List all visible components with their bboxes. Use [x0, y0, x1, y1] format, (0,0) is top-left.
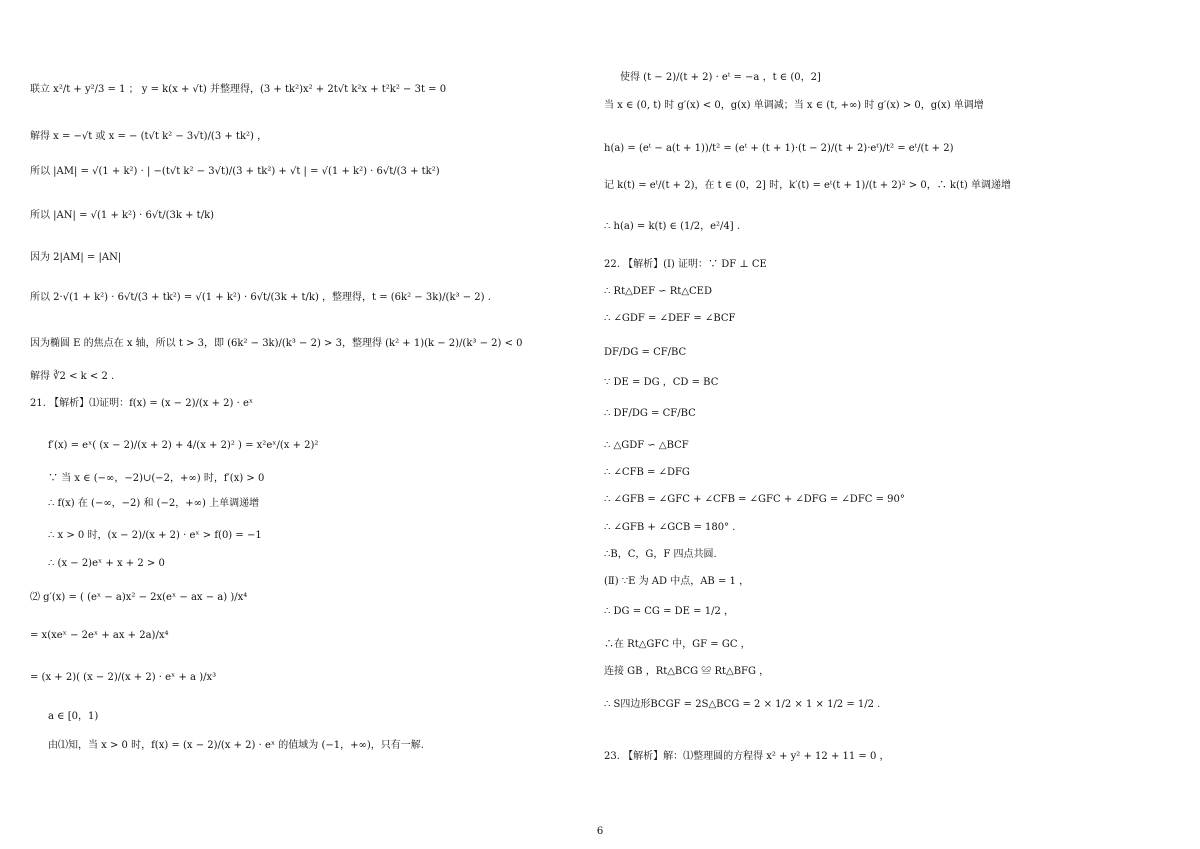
right-line-19: ∴在 Rt△GFC 中，GF = GC ， [604, 639, 751, 650]
right-line-16: ∴B，C，G，F 四点共圆. [604, 549, 717, 560]
right-line-17: (Ⅱ) ∵E 为 AD 中点，AB = 1 ， [604, 576, 750, 587]
left-line-6: 所以 2·√(1 + k²) · 6√t/(3 + tk²) = √(1 + k²) · 6√t/(3k + t/k) ，整理得，t = (6k² − 3k)/(k³ − 2) . [30, 292, 491, 303]
right-line-11: ∴ DF/DG = CF/BC [604, 408, 696, 419]
right-line-10: ∵ DE = DG ，CD = BC [604, 377, 719, 388]
left-line-4: 所以 |AN| = √(1 + k²) · 6√t/(3k + t/k) [30, 210, 215, 221]
left-line-3: 所以 |AM| = √(1 + k²) · | −(t√t k² − 3√t)/(3 + tk²) + √t | = √(1 + k²) · 6√t/(3 + tk²) [30, 166, 440, 177]
left-line-10: f′(x) = eˣ( (x − 2)/(x + 2) + 4/(x + 2)² ) = x²eˣ/(x + 2)² [48, 440, 319, 451]
right-line-13: ∴ ∠CFB = ∠DFG [604, 467, 690, 478]
right-line-18: ∴ DG = CG = DE = 1/2 ， [604, 606, 734, 617]
right-line-7: ∴ Rt△DEF ∽ Rt△CED [604, 286, 712, 297]
left-line-1: 联立 x²/t + y²/3 = 1 ； y = k(x + √t) 并整理得，(3 + tk²)x² + 2t√t k²x + t²k² − 3t = 0 [30, 84, 447, 95]
left-line-15: ⑵ g′(x) = ( (eˣ − a)x² − 2x(eˣ − ax − a) )/x⁴ [30, 592, 248, 603]
right-line-1: 使得 (t − 2)/(t + 2) · eᵗ = −a ，t ∈ (0，2] [620, 72, 821, 83]
page-number: 6 [596, 826, 604, 837]
right-line-2: 当 x ∈ (0, t) 时 g′(x) < 0，g(x) 单调减；当 x ∈ (t, +∞) 时 g′(x) > 0，g(x) 单调增 [604, 100, 984, 111]
left-line-5: 因为 2|AM| = |AN| [30, 252, 122, 263]
left-line-8: 解得 ∛2 < k < 2 . [30, 371, 115, 382]
left-line-17: = (x + 2)( (x − 2)/(x + 2) · eˣ + a )/x³ [30, 672, 217, 683]
right-line-4: 记 k(t) = eᵗ/(t + 2)，在 t ∈ (0，2] 时，k′(t) = eᵗ(t + 1)/(t + 2)² > 0，∴ k(t) 单调递增 [604, 180, 1011, 191]
right-line-12: ∴ △GDF ∽ △BCF [604, 440, 689, 451]
right-line-6: 22. 【解析】(Ⅰ) 证明：∵ DF ⊥ CE [604, 259, 767, 270]
right-line-8: ∴ ∠GDF = ∠DEF = ∠BCF [604, 313, 736, 324]
right-line-3: h(a) = (eᵗ − a(t + 1))/t² = (eᵗ + (t + 1)·(t − 2)/(t + 2)·eᵗ)/t² = eᵗ/(t + 2) [604, 143, 954, 154]
left-line-9: 21. 【解析】⑴证明：f(x) = (x − 2)/(x + 2) · eˣ [30, 398, 254, 409]
left-line-11: ∵ 当 x ∈ (−∞，−2)∪(−2，+∞) 时，f′(x) > 0 [48, 473, 265, 484]
right-line-5: ∴ h(a) = k(t) ∈ (1/2，e²/4] . [604, 221, 741, 232]
right-line-22: 23. 【解析】解：⑴整理圆的方程得 x² + y² + 12 + 11 = 0 ， [604, 751, 890, 762]
right-line-20: 连接 GB ，Rt△BCG ≌ Rt△BFG ， [604, 666, 770, 677]
right-line-15: ∴ ∠GFB + ∠GCB = 180° . [604, 522, 736, 533]
left-line-19: 由⑴知，当 x > 0 时，f(x) = (x − 2)/(x + 2) · eˣ 的值域为 (−1，+∞)，只有一解. [48, 740, 424, 751]
left-line-13: ∴ x > 0 时，(x − 2)/(x + 2) · eˣ > f(0) = −1 [48, 530, 262, 541]
right-line-9: DF/DG = CF/BC [604, 347, 687, 358]
left-line-14: ∴ (x − 2)eˣ + x + 2 > 0 [48, 558, 165, 569]
left-line-7: 因为椭圆 E 的焦点在 x 轴，所以 t > 3，即 (6k² − 3k)/(k³ − 2) > 3，整理得 (k² + 1)(k − 2)/(k³ − 2) < 0 [30, 338, 523, 349]
right-line-14: ∴ ∠GFB = ∠GFC + ∠CFB = ∠GFC + ∠DFG = ∠DFC = 90° [604, 494, 905, 505]
left-line-12: ∴ f(x) 在 (−∞，−2) 和 (−2，+∞) 上单调递增 [48, 498, 260, 509]
left-line-2: 解得 x = −√t 或 x = − (t√t k² − 3√t)/(3 + tk²) ， [30, 131, 268, 142]
left-line-18: a ∈ [0，1) [48, 711, 99, 722]
right-line-21: ∴ S四边形BCGF = 2S△BCG = 2 × 1/2 × 1 × 1/2 = 1/2 . [604, 699, 881, 710]
left-line-16: = x(xeˣ − 2eˣ + ax + 2a)/x⁴ [30, 630, 169, 641]
